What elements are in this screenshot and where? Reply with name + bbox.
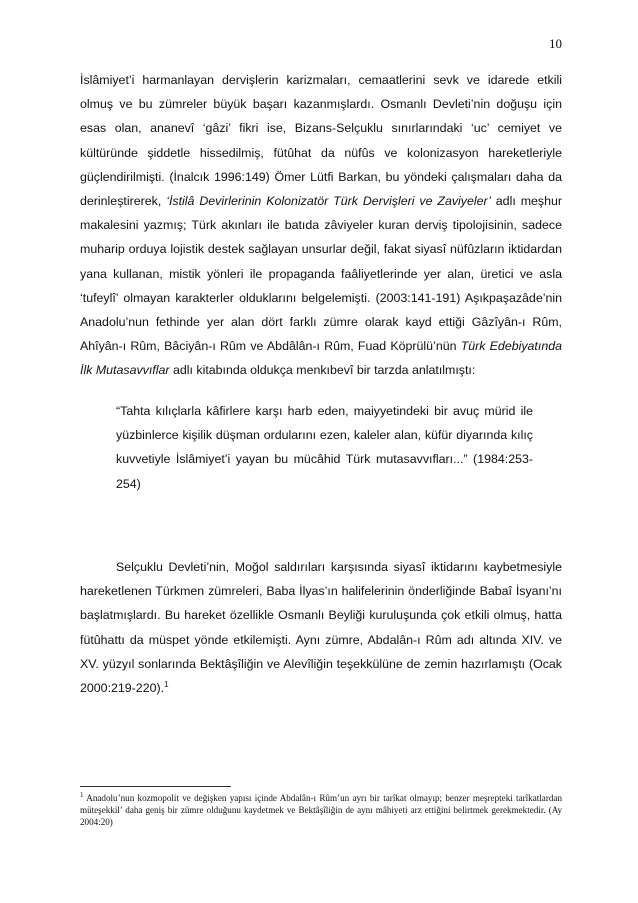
footnote: [80, 792, 562, 829]
page-number: 10: [549, 36, 562, 51]
paragraph-1-text-2: adlı meşhur makalesini yazmış; Türk akınları ile batıda zâviyeler kuran derviş tipolojisinin, sadece muharip orduya lojistik destek sağlayan unsurlar değil, fakat siyasî nüfûzların iktidardan yana kullanan, mistik yönleri ile propaganda faâliyetlerinde yer alan, üretici ve asla ‘tufeylî’ olmayan karakterler olduklarını belgelemişti. (2003:141-191) Aşıkpaşazâde’nin Anadolu’nun fethinde yer alan dört farklı zümre olarak kayd ettiği Gâzîyân-ı Rûm, Ahîyân-ı Rûm, Bâciyân-ı Rûm ve Abdâlân-ı Rûm, Fuad Köprülü’nün: [80, 194, 563, 354]
book-title: Türk Edebiyatında İlk Mutasavvıflar: [80, 339, 562, 378]
footnote-reference[interactable]: 1: [164, 679, 169, 689]
body-paragraph-2: [80, 555, 562, 700]
footnote-text: Anadolu’nun kozmopolit ve değişken yapısı içinde Abdalân-ı Rûm’un ayrı bir tarîkat olmayıp; benzer meşrepteki tarîkatlardan müteşekkil’ daha geniş bir zümre olduğunu kaydetmek ve Bektâşîliğin de aynı mâhiyeti arz ettiğini belirtmek gerekmektedir. (Ay 2004:20): [80, 793, 562, 828]
paragraph-1-text-3: adlı kitabında oldukça menkıbevî bir tarzda anlatılmıştı:: [169, 363, 476, 378]
body-paragraph-1: [80, 68, 562, 383]
paragraph-1-text-1: İslâmiyet’i harmanlayan dervişlerin karizmaları, cemaatlerini sevk ve idarede etkili olmuş ve bu zümreler büyük başarı kazanmışlardı. Osmanlı Devleti’nin doğuşu için esas olan, ananevî ‘gâzi’ fikri ise, Bizans-Selçuklu sınırlarındaki ‘uc’ cemiyet ve kültüründe şiddetle hissedilmiş, fütûhat da nüfûs ve kolonizasyon hareketleriyle güçlendirilmişti. (İnalcık 1996:149) Ömer Lütfi Barkan, bu yöndeki çalışmaları daha da derinleştirerek,: [80, 73, 562, 209]
footnote-divider: [80, 786, 231, 787]
block-quote: “Tahta kılıçlarla kâfirlere karşı harb eden, maiyyetindeki bir avuç mürid ile yüzbinlerce kişilik düşman ordularını ezen, kaleler alan, küfür diyarında kılıç kuvvetiyle İslâmiyet’i yayan bu mücâhid Türk mutasavvıfları...” (1984:253-254): [116, 404, 533, 491]
article-title: ‘İstilâ Devirlerinin Kolonizatör Türk Dervişleri ve Zaviyeler’: [166, 194, 491, 209]
paragraph-2-text: Selçuklu Devleti’nin, Moğol saldırıları karşısında siyasî iktidarını kaybetmesiyle hareketlenen Türkmen zümreleri, Baba İlyas’ın halifelerinin önderliğinde Babaî İsyanı’nı başlatmışlardı. Bu hareket özellikle Osmanlı Beyliği kuruluşunda çok etkili olmuş, hatta fütûhattı da müspet yönde etkilemişti. Aynı zümre, Abdalân-ı Rûm adı altında XIV. ve XV. yüzyıl sonlarında Bektâşîliğin ve Alevîliğin teşekkülüne de zemin hazırlamıştı (Ocak 2000:219-220).: [80, 560, 562, 696]
footnote-marker: 1: [80, 790, 84, 799]
